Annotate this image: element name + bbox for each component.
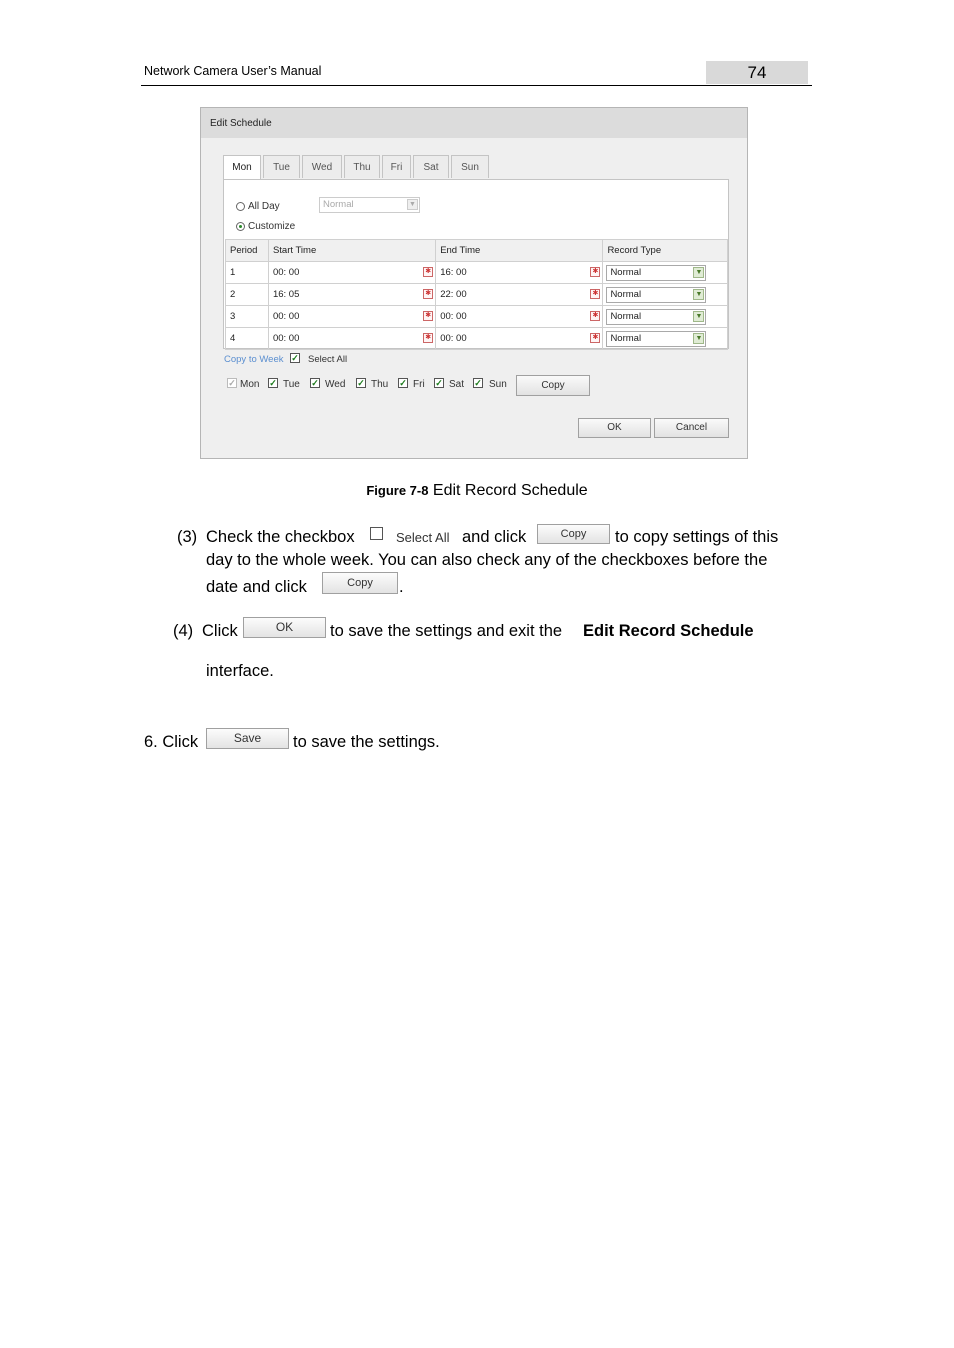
table-row [226,328,728,350]
col-period: Period [226,240,269,262]
step-6-text-b: to save the settings. [293,733,440,751]
period-cell: 3 [226,306,269,328]
figure-label: Figure 7-8 [366,483,429,498]
schedule-panel [223,179,729,349]
all-day-type-value: Normal [323,199,354,210]
step-3-text-a: Check the checkbox [206,528,355,546]
edit-schedule-dialog [200,107,748,459]
record-type-value: Normal [610,289,642,300]
ok-button[interactable]: OK [578,418,651,438]
table-row [226,284,728,306]
record-type-select[interactable] [606,265,706,281]
copy-button[interactable]: Copy [516,375,590,396]
step-3-end: . [399,578,404,596]
day-label-wed: Wed [325,379,346,390]
inline-checkbox [370,527,383,540]
inline-ok-button: OK [243,617,326,638]
record-type-cell [603,262,728,284]
period-cell: 4 [226,328,269,350]
end-time-value: 22: 00 [440,289,467,300]
table-row [226,306,728,328]
record-type-value: Normal [610,311,642,322]
day-checkbox-sun[interactable]: ✓ [474,378,482,388]
start-time-field[interactable] [268,328,435,350]
start-time-field[interactable] [268,284,435,306]
inline-save-button: Save [206,728,289,749]
period-cell: 2 [226,284,269,306]
step-3-text-b: and click [462,528,527,546]
select-all-label: Select All [308,354,348,365]
tab-fri[interactable]: Fri [382,155,411,178]
start-time-value: 16: 05 [272,289,300,300]
day-label-fri: Fri [413,379,425,390]
day-checkbox-mon: ✓ [228,378,236,388]
clock-icon[interactable]: ✱ [590,311,600,321]
header-rule [141,85,812,86]
step-3-line-2: day to the whole week. You can also check any of the checkboxes before the [206,551,768,569]
start-time-field[interactable] [268,262,435,284]
clock-icon[interactable]: ✱ [423,289,433,299]
chevron-down-icon: ▼ [407,199,418,210]
day-label-tue: Tue [283,379,300,390]
select-all-checkbox[interactable]: ✓ [291,353,299,363]
customize-radio[interactable] [236,222,245,231]
tab-tue[interactable]: Tue [263,155,300,178]
table-row [226,262,728,284]
day-checkbox-sat[interactable]: ✓ [435,378,443,388]
end-time-value: 00: 00 [440,311,467,322]
start-time-value: 00: 00 [272,267,300,278]
day-checkbox-tue[interactable]: ✓ [269,378,277,388]
inline-copy-button: Copy [322,572,398,594]
record-type-select[interactable] [606,331,706,347]
record-type-cell [603,284,728,306]
chevron-down-icon: ▼ [693,289,704,300]
end-time-field[interactable] [436,284,603,306]
step-3-text-c: to copy settings of this [615,528,779,546]
col-record-type: Record Type [603,240,728,262]
customize-label: Customize [248,221,296,232]
page-number: 74 [706,61,808,84]
step-4-number: (4) [173,622,194,640]
end-time-value: 16: 00 [440,267,467,278]
day-checkbox-fri[interactable]: ✓ [399,378,407,388]
step-4-line-2: interface. [206,662,274,680]
schedule-table [225,239,728,350]
record-type-value: Normal [610,267,642,278]
all-day-label: All Day [248,201,280,212]
chevron-down-icon: ▼ [693,311,704,322]
clock-icon[interactable]: ✱ [590,289,600,299]
end-time-value: 00: 00 [440,333,467,344]
end-time-field[interactable] [436,306,603,328]
start-time-field[interactable] [268,306,435,328]
record-type-value: Normal [610,333,642,344]
clock-icon[interactable]: ✱ [590,333,600,343]
day-checkbox-thu[interactable]: ✓ [357,378,365,388]
day-checkbox-wed[interactable]: ✓ [311,378,319,388]
end-time-field[interactable] [436,262,603,284]
record-type-cell [603,328,728,350]
cancel-button[interactable]: Cancel [654,418,729,438]
step-4-bold: Edit Record Schedule [583,622,754,640]
figure-title: Edit Record Schedule [432,482,588,499]
record-type-cell [603,306,728,328]
start-time-value: 00: 00 [272,311,300,322]
chevron-down-icon: ▼ [693,333,704,344]
tab-sat[interactable]: Sat [413,155,449,178]
tab-mon[interactable]: Mon [223,155,261,180]
clock-icon[interactable]: ✱ [423,311,433,321]
figure-caption [0,482,954,500]
col-end-time: End Time [436,240,603,262]
clock-icon[interactable]: ✱ [590,267,600,277]
record-type-select[interactable] [606,309,706,325]
all-day-type-select[interactable] [319,197,420,213]
day-label-mon: Mon [240,379,260,390]
manual-title: Network Camera User’s Manual [144,64,322,78]
end-time-field[interactable] [436,328,603,350]
day-label-sun: Sun [489,379,507,390]
step-4-text-a: Click [202,622,238,640]
dialog-titlebar [201,108,747,138]
start-time-value: 00: 00 [272,333,300,344]
clock-icon[interactable]: ✱ [423,267,433,277]
clock-icon[interactable]: ✱ [423,333,433,343]
tab-thu[interactable]: Thu [344,155,380,178]
period-cell: 1 [226,262,269,284]
tab-wed[interactable]: Wed [302,155,342,178]
copy-to-week-link[interactable]: Copy to Week [224,354,284,365]
inline-select-all-label: Select All [396,530,450,545]
table-header-row [226,240,728,262]
all-day-radio[interactable] [236,202,245,211]
step-3-number: (3) [177,528,198,546]
col-start-time: Start Time [268,240,435,262]
chevron-down-icon: ▼ [693,267,704,278]
step-6-text-a: 6. Click [144,733,199,751]
tab-sun[interactable]: Sun [451,155,489,178]
step-4-text-b: to save the settings and exit the [330,622,563,640]
step-3-line-3: date and click [206,578,307,596]
day-label-sat: Sat [449,379,465,390]
record-type-select[interactable] [606,287,706,303]
dialog-title: Edit Schedule [210,118,272,129]
day-label-thu: Thu [371,379,389,390]
inline-copy-button: Copy [537,524,610,544]
